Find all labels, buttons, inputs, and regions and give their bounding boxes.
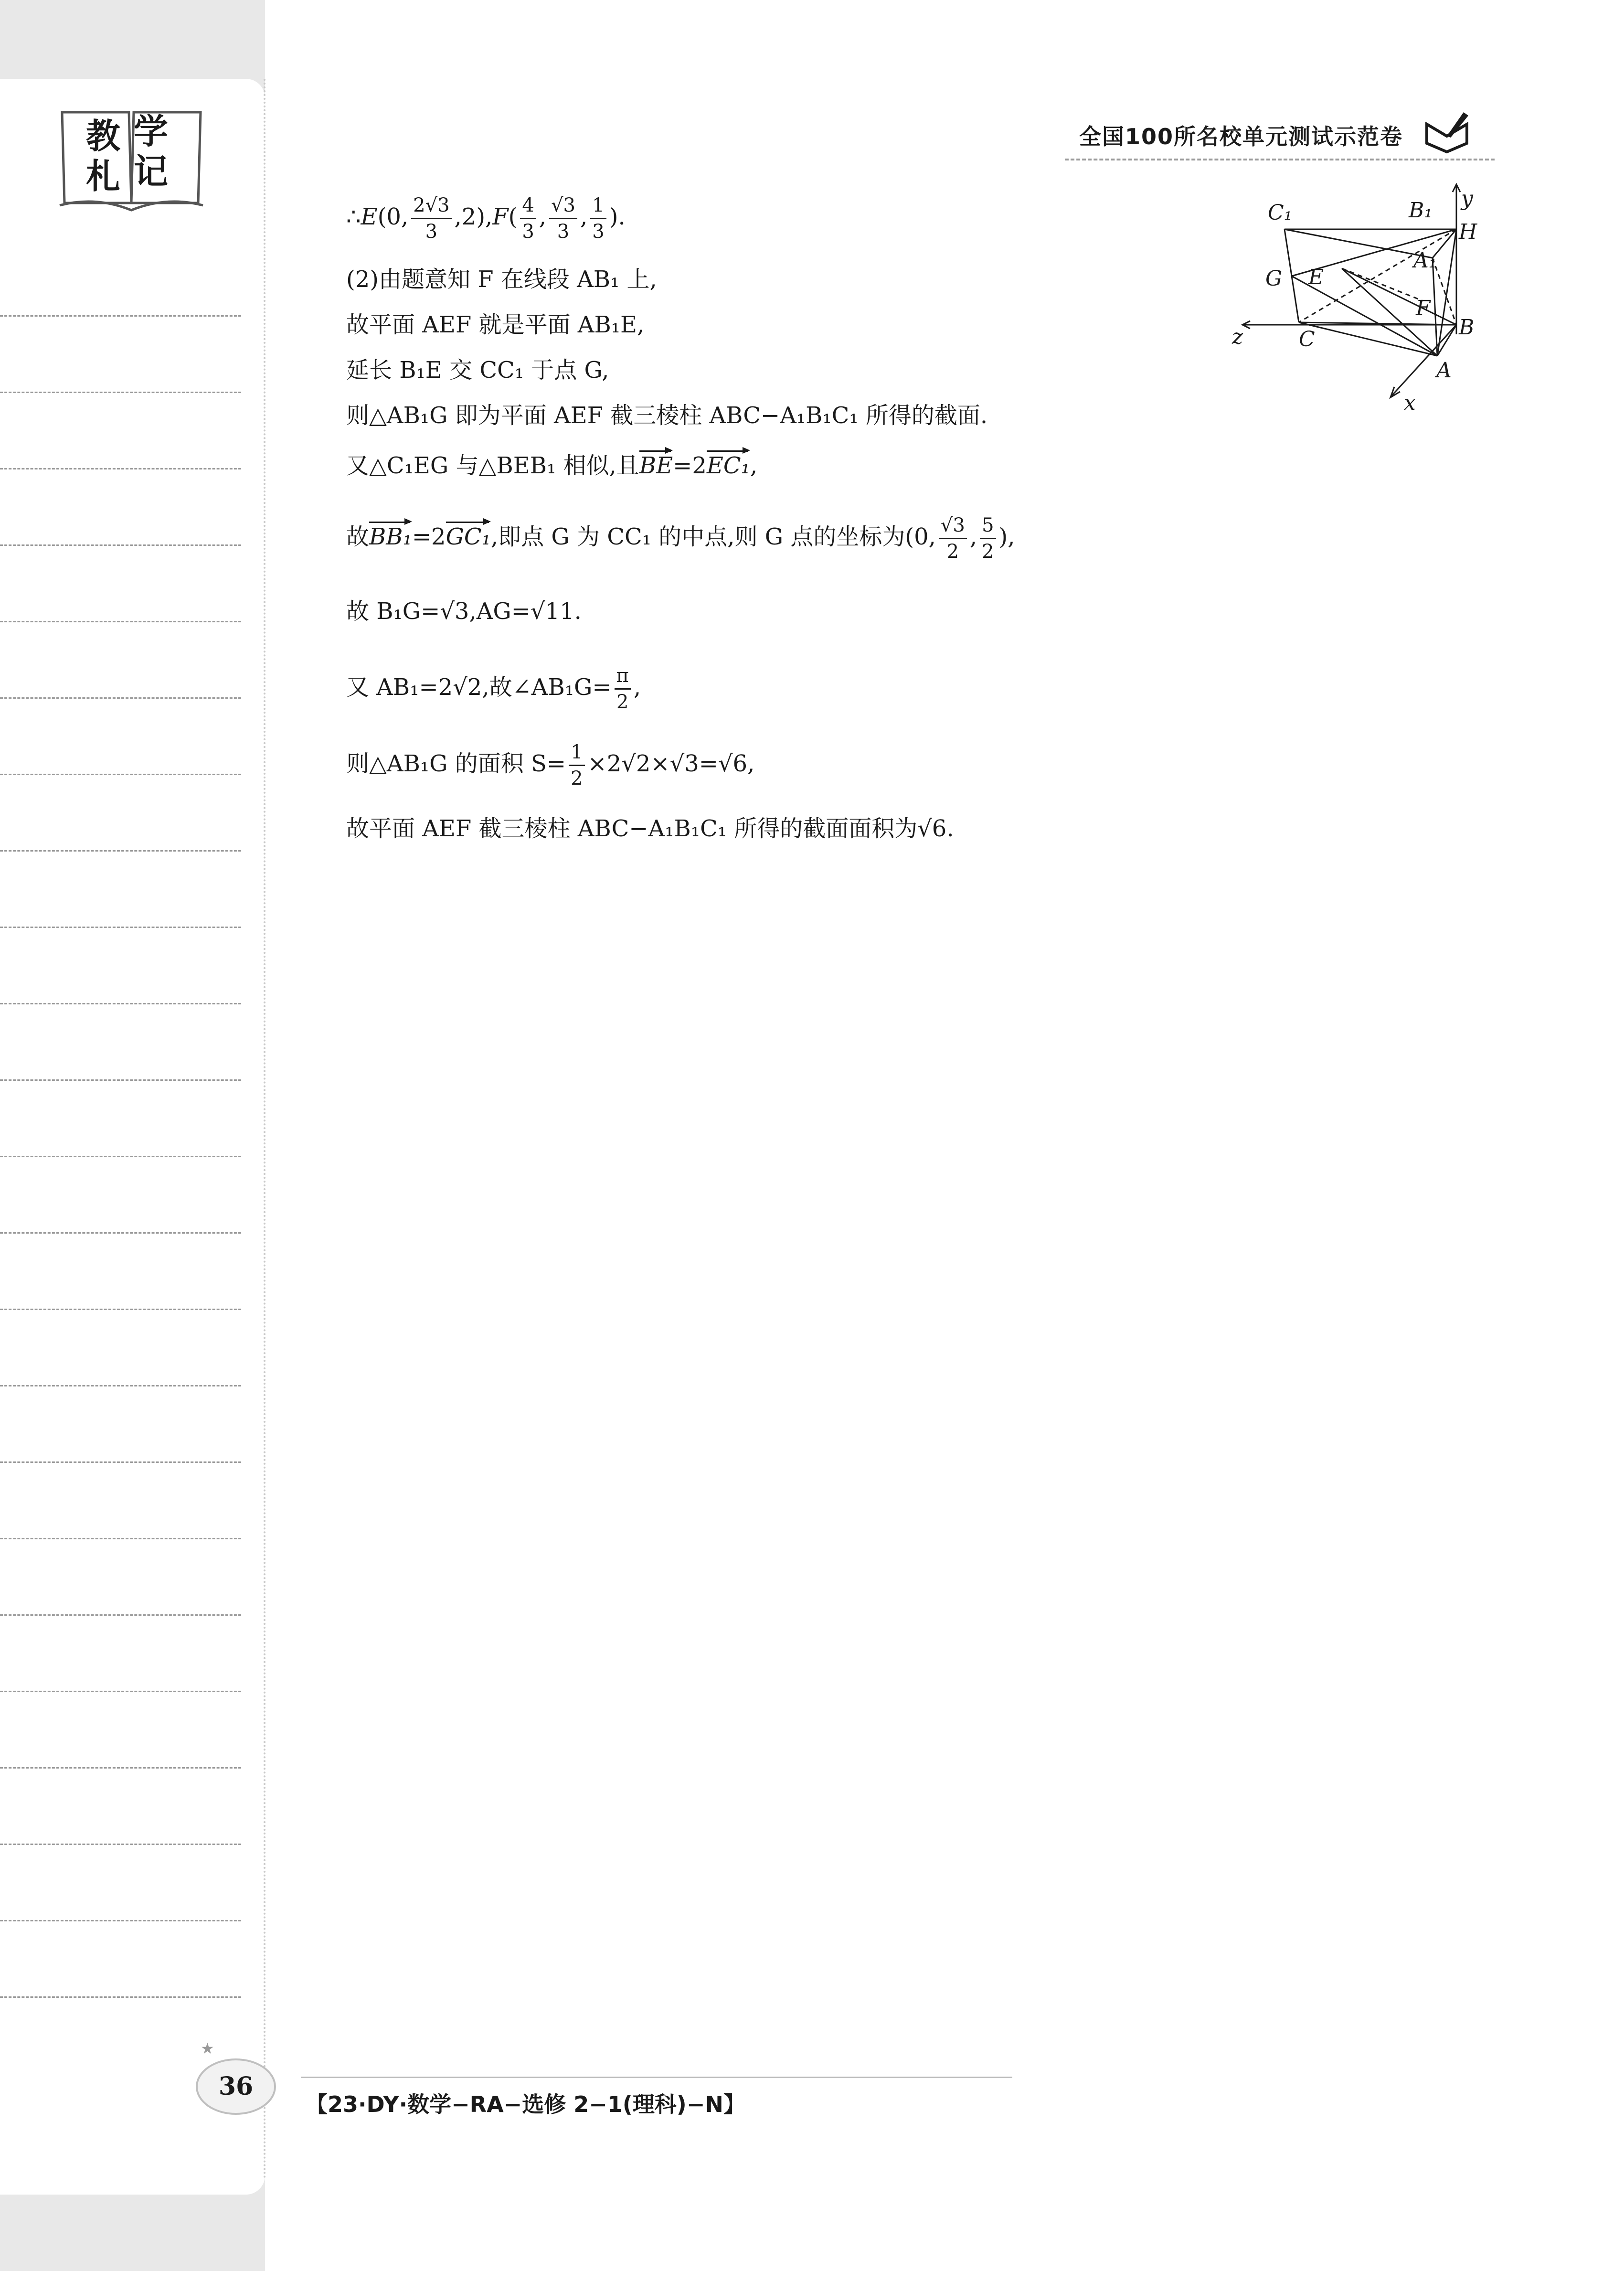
- text: ,2),: [454, 203, 493, 230]
- page-number: 36: [196, 2058, 276, 2115]
- star-icon: ★: [201, 2039, 214, 2058]
- denominator: 3: [425, 221, 438, 243]
- denominator: 2: [946, 541, 959, 563]
- label-B: B: [1459, 315, 1475, 340]
- solution-line-11: 故平面 AEF 截三棱柱 ABC−A₁B₁C₁ 所得的截面面积为√6.: [346, 815, 954, 842]
- solution-line-10: [346, 743, 754, 788]
- text: ,: [969, 523, 977, 550]
- fraction: [411, 196, 451, 241]
- fraction: [569, 743, 584, 788]
- numerator: 5: [980, 516, 996, 539]
- numerator: π: [615, 666, 631, 690]
- label-B1: B₁: [1409, 198, 1433, 223]
- denominator: 3: [522, 221, 534, 243]
- notes-line: [0, 1767, 241, 1769]
- label-E: E: [1308, 265, 1324, 289]
- text: ).: [609, 203, 626, 230]
- text: ,: [750, 452, 758, 479]
- label-A: A: [1436, 358, 1452, 383]
- vector-BE: BE: [639, 452, 673, 479]
- page-footer: [191, 2039, 1012, 2121]
- denominator: 2: [982, 541, 994, 563]
- text: ×2√2×√3=√6,: [587, 750, 755, 777]
- text: 又△C₁EG 与△BEB₁ 相似,且: [346, 452, 639, 479]
- prism-figure: [1222, 181, 1477, 430]
- notes-line: [0, 1614, 241, 1616]
- fraction: [980, 516, 996, 561]
- label-z: z: [1232, 325, 1243, 349]
- point-E: E: [361, 203, 378, 230]
- denominator: 3: [557, 221, 570, 243]
- notes-line: [0, 1156, 241, 1157]
- numerator: √3: [549, 196, 577, 219]
- notes-line: [0, 315, 241, 317]
- notes-line: [0, 1079, 241, 1081]
- notes-edge-dots: [264, 79, 265, 2180]
- solution-line-6: [346, 451, 757, 480]
- book-code: 【23·DY·数学−RA−选修 2−1(理科)−N】: [306, 2091, 745, 2117]
- vector-EC1: EC₁: [706, 452, 750, 479]
- solution-line-5: 则△AB₁G 即为平面 AEF 截三棱柱 ABC−A₁B₁C₁ 所得的截面.: [346, 402, 988, 429]
- label-H: H: [1459, 220, 1477, 244]
- notes-line: [0, 774, 241, 775]
- label-C1: C₁: [1268, 201, 1293, 225]
- text: ),: [998, 523, 1015, 550]
- fraction: [549, 196, 577, 241]
- solution-line-8: 故 B₁G=√3,AG=√11.: [346, 598, 582, 625]
- vector-GC1: GC₁: [446, 523, 491, 550]
- label-A1: A₁: [1413, 248, 1437, 273]
- notes-paper: [0, 79, 265, 2195]
- denominator: 3: [592, 221, 605, 243]
- notes-line: [0, 621, 241, 622]
- notes-line: [0, 1691, 241, 1692]
- solution-line-9: [346, 666, 641, 712]
- notes-line: [0, 392, 241, 393]
- notes-line: [0, 927, 241, 928]
- label-G: G: [1265, 267, 1283, 291]
- prism-diagram: [1222, 181, 1477, 430]
- solution-line-3: 故平面 AEF 就是平面 AB₁E,: [346, 311, 645, 338]
- notes-line: [0, 1232, 241, 1234]
- fraction: [590, 196, 606, 241]
- notes-line: [0, 1844, 241, 1845]
- therefore-symbol: ∴: [346, 203, 361, 230]
- text: ,: [633, 674, 641, 701]
- point-F: F: [492, 203, 509, 230]
- text: (0,: [377, 203, 409, 230]
- badge-char-2: 学: [134, 111, 169, 151]
- numerator: 2√3: [411, 196, 451, 219]
- numerator: 1: [590, 196, 606, 219]
- vector-BB1: BB₁: [369, 523, 412, 550]
- notes-line: [0, 1461, 241, 1463]
- badge-char-1: 教: [86, 116, 121, 156]
- notes-line: [0, 544, 241, 546]
- solution-line-4: 延长 B₁E 交 CC₁ 于点 G,: [346, 357, 609, 384]
- notes-line: [0, 1996, 241, 1998]
- notes-column: [0, 0, 265, 2271]
- label-y: y: [1461, 186, 1473, 211]
- header-rule: [1065, 159, 1495, 160]
- label-F: F: [1416, 296, 1431, 320]
- notes-line: [0, 697, 241, 699]
- notes-line: [0, 1309, 241, 1310]
- denominator: 2: [616, 691, 629, 713]
- solution-line-7: [346, 516, 1015, 561]
- notes-line: [0, 1538, 241, 1539]
- solution-line-1: ∴E(0, $\frac{2√3}{3}$ ,2),F( $\frac{4}{3}$ , $\frac{√3}{3}$ , $\frac{1}{3}$ ).: [346, 194, 626, 243]
- notes-line: [0, 850, 241, 852]
- notes-badge: [57, 107, 205, 215]
- notes-line: [0, 468, 241, 469]
- denominator: 2: [571, 768, 583, 789]
- solution-line-2: (2)由题意知 F 在线段 AB₁ 上,: [346, 266, 657, 293]
- text: =2: [673, 452, 707, 479]
- footer-rule: [301, 2077, 1012, 2078]
- text: 则△AB₁G 的面积 S=: [346, 750, 566, 777]
- numerator: √3: [939, 516, 967, 539]
- numerator: 4: [520, 196, 536, 219]
- notes-line: [0, 1003, 241, 1004]
- quill-book-icon: [1423, 110, 1471, 153]
- fraction: [520, 196, 536, 241]
- text: =2: [412, 523, 446, 550]
- label-C: C: [1299, 327, 1315, 352]
- fraction: [615, 666, 631, 712]
- notes-line: [0, 1920, 241, 1921]
- text: (: [508, 203, 518, 230]
- notes-line: [0, 1385, 241, 1386]
- text: 故: [346, 523, 370, 550]
- label-x: x: [1404, 391, 1416, 415]
- header-title: 全国100所名校单元测试示范卷: [1079, 124, 1403, 149]
- numerator: 1: [569, 743, 584, 766]
- text: ,即点 G 为 CC₁ 的中点,则 G 点的坐标为(0,: [490, 523, 936, 550]
- fraction: [939, 516, 967, 561]
- edge-c-a: [1299, 322, 1437, 356]
- badge-char-3: 札: [86, 156, 121, 196]
- edge-c1-a1: [1284, 229, 1433, 258]
- text: 又 AB₁=2√2,故∠AB₁G=: [346, 674, 612, 701]
- badge-char-4: 记: [134, 151, 169, 192]
- page-header: [1065, 110, 1495, 153]
